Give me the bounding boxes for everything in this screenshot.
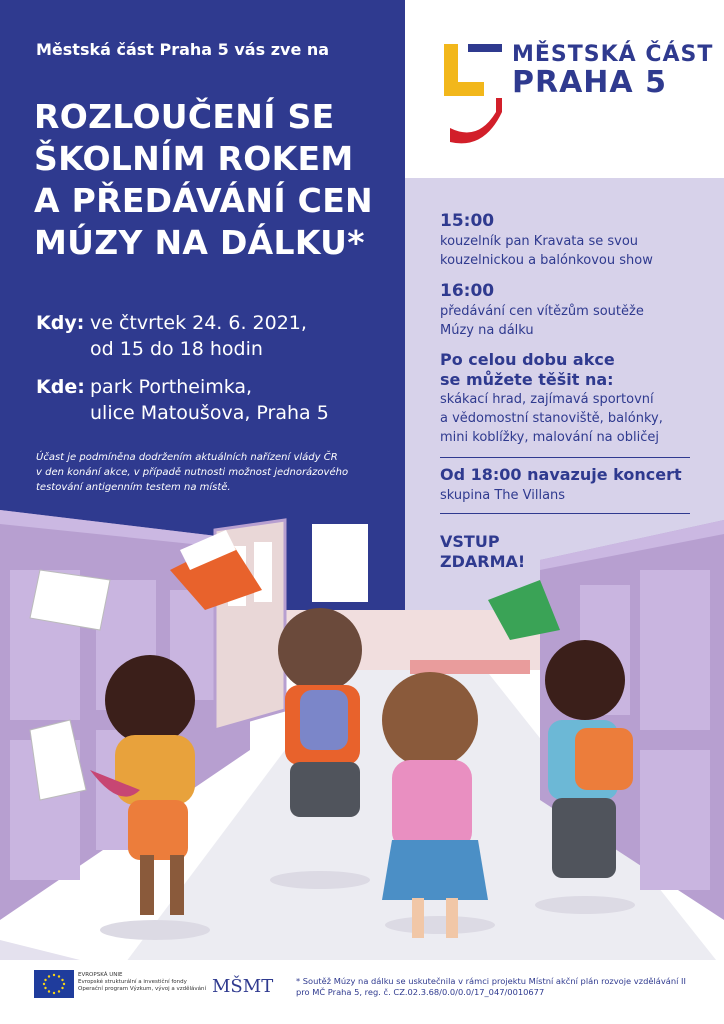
desc-line: Múzy na dálku	[440, 323, 534, 338]
free-entry	[440, 532, 702, 572]
desc-line: předávání cen vítězům soutěže	[440, 304, 644, 319]
schedule-desc	[440, 232, 702, 270]
note-line: v den konání akce, v případě nutnosti možnost jednorázového	[36, 467, 349, 478]
all-day-heading	[440, 350, 702, 390]
activity-line: skákací hrad, zajímavá sportovní	[440, 392, 654, 407]
logo-line1: MĚSTSKÁ ČÁST	[512, 42, 714, 67]
title-line: ROZLOUČENÍ SE	[34, 97, 335, 136]
where-row	[36, 374, 396, 426]
title-line: ŠKOLNÍM ROKEM	[34, 139, 354, 178]
free-line: VSTUP	[440, 532, 500, 551]
event-title	[34, 96, 394, 264]
attendance-note	[36, 450, 386, 495]
schedule-item	[440, 280, 702, 340]
schedule-item	[440, 210, 702, 270]
schedule-desc	[440, 302, 702, 340]
footnote-line: pro MČ Praha 5, reg. č. CZ.02.3.68/0.0/0.0/17_047/0010677	[296, 987, 545, 997]
concert-band: skupina The Villans	[440, 488, 566, 503]
heading-line: se můžete těšit na:	[440, 370, 614, 389]
where-line: park Portheimka,	[90, 376, 253, 398]
desc-line: kouzelník pan Kravata se svou	[440, 234, 639, 249]
desc-line: kouzelnickou a balónkovou show	[440, 253, 653, 268]
all-day-activities	[440, 350, 702, 447]
eu-line: EVROPSKÁ UNIE	[78, 972, 123, 978]
activity-line: a vědomostní stanoviště, balónky,	[440, 411, 663, 426]
footnote-line: * Soutěž Múzy na dálku se uskutečnila v rámci projektu Místní akční plán rozvoje vzdělávání II	[296, 976, 686, 986]
divider	[440, 513, 690, 514]
eu-text	[78, 972, 208, 993]
note-line: testování antigenním testem na místě.	[36, 482, 231, 493]
schedule-time: 15:00	[440, 211, 495, 231]
event-details	[36, 310, 396, 438]
when-row	[36, 310, 396, 362]
when-value	[90, 310, 307, 362]
intro-text: Městská část Praha 5 vás zve na	[36, 40, 330, 59]
activity-line: mini koblížky, malování na obličej	[440, 430, 659, 445]
all-day-list	[440, 390, 702, 447]
eu-line: Operační program Výzkum, vývoj a vzdělávání	[78, 986, 207, 992]
footer	[0, 960, 724, 1024]
divider	[440, 457, 690, 458]
note-line: Účast je podmíněna dodržením aktuálních nařízení vlády ČR	[36, 452, 338, 463]
msmt-logo-icon	[208, 970, 274, 1000]
msmt-label: MŠMT	[212, 976, 274, 997]
where-line: ulice Matoušova, Praha 5	[90, 402, 329, 424]
when-line: ve čtvrtek 24. 6. 2021,	[90, 312, 307, 334]
logo-line2: PRAHA 5	[512, 65, 667, 100]
when-line: od 15 do 18 hodin	[90, 338, 263, 360]
concert-heading: Od 18:00 navazuje koncert	[440, 465, 682, 484]
eu-line: Evropské strukturální a investiční fondy	[78, 979, 187, 985]
footnote	[296, 976, 706, 998]
free-line: ZDARMA!	[440, 552, 526, 571]
title-line: MÚZY NA DÁLKU*	[34, 223, 365, 262]
where-label: Kde:	[36, 376, 85, 398]
eu-flag-icon	[34, 970, 74, 998]
when-label: Kdy:	[36, 312, 85, 334]
schedule-time: 16:00	[440, 281, 495, 301]
title-line: A PŘEDÁVÁNÍ CEN	[34, 181, 373, 220]
where-value	[90, 374, 329, 426]
schedule	[440, 210, 702, 572]
heading-line: Po celou dobu akce	[440, 350, 615, 369]
logo-wordmark	[512, 42, 713, 98]
